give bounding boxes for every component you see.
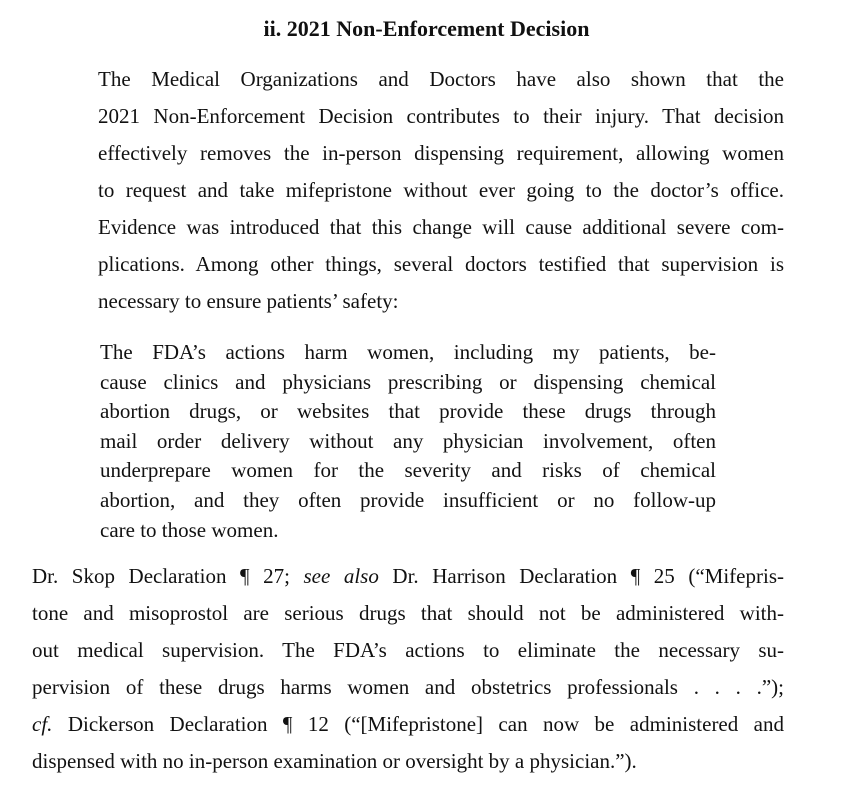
paragraph-citations [32,558,784,780]
paragraph-line: to request and take mifepristone without ever going to the doctor’s office. [98,178,784,202]
paragraph-line: The Medical Organizations and Doctors have also shown that the [98,67,784,91]
quote-line: mail order delivery without any physician involvement, often [100,428,716,453]
quote-line: cause clinics and physicians prescribing or dispensing chemical [100,369,716,394]
section-heading: ii. 2021 Non-Enforcement Decision [263,16,590,41]
citation-line [32,706,784,743]
paragraph-line: 2021 Non-Enforcement Decision contributes to their injury. That decision [98,104,784,128]
signal-cf: cf. [32,712,53,736]
quote-line: underprepare women for the severity and risks of chemical [100,458,716,483]
citation-line: dispensed with no in-person examination or oversight by a physician.”). [32,749,637,773]
paragraph-line: effectively removes the in-person dispensing requirement, allowing women [98,141,784,165]
quote-line: The FDA’s actions harm women, including my patients, be- [100,340,716,364]
citation-line: out medical supervision. The FDA’s actions to eliminate the necessary su- [32,638,784,662]
signal-see-also: see also [303,564,379,588]
quote-line: care to those women. [100,517,279,542]
block-quote-testimony [100,338,716,545]
citation-line: tone and misoprostol are serious drugs that should not be administered with- [32,601,784,625]
quote-line: abortion, and they often provide insufficient or no follow-up [100,487,716,512]
quote-line: abortion drugs, or websites that provide these drugs through [100,399,716,424]
citation-skop: Dr. Skop Declaration ¶ 27; [32,564,304,588]
paragraph-line: Evidence was introduced that this change will cause additional severe com- [98,215,784,239]
paragraph-standing-argument [32,61,784,320]
paragraph-line: plications. Among other things, several doctors testified that supervision is [98,252,784,276]
paragraph-line: necessary to ensure patients’ safety: [98,289,399,313]
citation-line [32,558,784,595]
citation-harrison: Dr. Harrison Declaration ¶ 25 (“Mifepris- [378,564,784,588]
citation-line: pervision of these drugs harms women and obstetrics professionals . . . .”); [32,675,784,699]
citation-dickerson: Dickerson Declaration ¶ 12 (“[Mifepristone] can now be administered and [52,712,784,736]
